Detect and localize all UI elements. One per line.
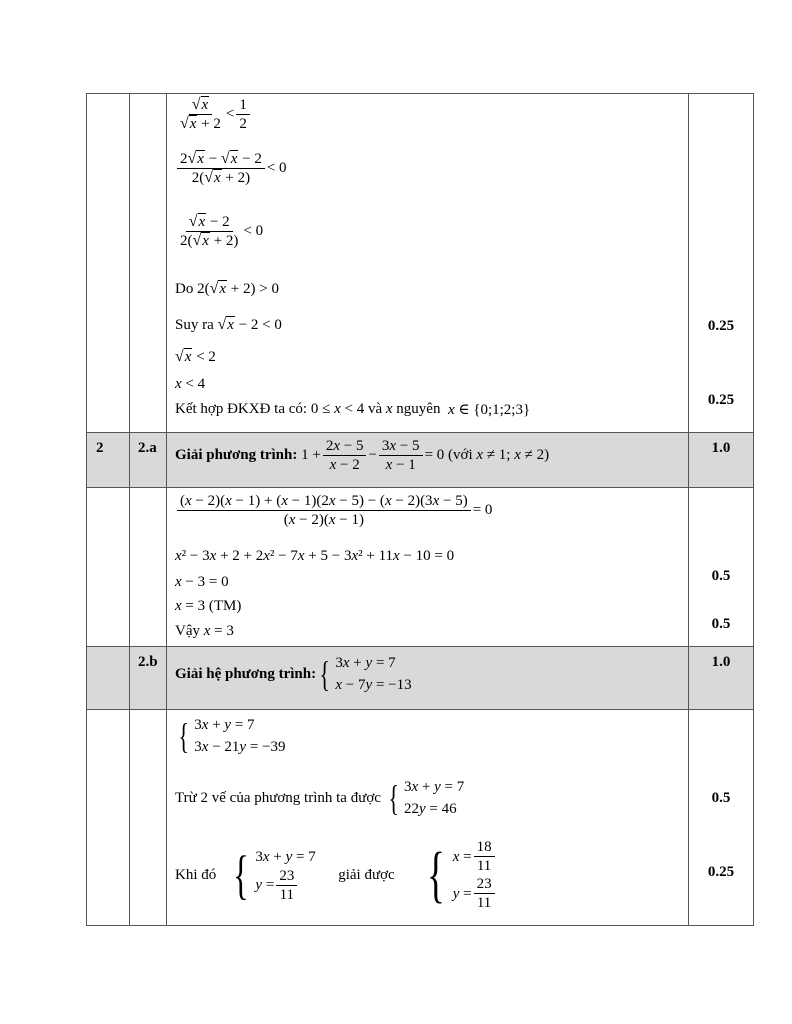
math-step: Vậy x = 3: [175, 623, 234, 639]
solution-cell: [167, 710, 689, 926]
question-title: Giải hệ phương trình:: [175, 665, 317, 682]
table-row: [87, 94, 754, 433]
math-step: $\frac{(x - 2)(x - 1) + (x - 1)(2x - 5) - (x - 2)(3x - 5)}{(x - 2)(x - 1)}$ = 0: [175, 492, 492, 529]
score-cell: 1.0: [689, 433, 754, 488]
score-cell: 0.25 0.25: [689, 94, 754, 433]
solution-cell: [167, 488, 689, 647]
math-step: Do 2( √ x + 2) > 0: [175, 280, 279, 297]
answer-table: [86, 93, 754, 926]
math-step: Kết hợp ĐKXĐ ta có: 0 ≤ x < 4 và x nguyên x ∈ {0;1;2;3}: [175, 401, 531, 418]
table-row: [87, 647, 754, 710]
question-cell: Giải phương trình: 1 + $\frac{2x - 5}{x - 2}$ − $\frac{3x - 5}{x - 1}$ = 0 (với x ≠ 1; x ≠ 2): [167, 433, 689, 488]
part-label: 2.a: [130, 433, 167, 488]
math-step: √ x − 2 2( √ x + 2) < 0: [180, 213, 264, 249]
question-number: 2: [87, 433, 130, 488]
question-title: Giải phương trình:: [175, 447, 298, 463]
math-step: x² − 3x + 2 + 2x² − 7x + 5 − 3x² + 11x − 10 = 0: [175, 548, 455, 564]
math-step: x < 4: [175, 376, 206, 392]
score-cell: 0.5 0.5: [689, 488, 754, 647]
table-row: [87, 488, 754, 647]
math-step: x − 3 = 0: [175, 574, 229, 590]
math-step: 2 √ x − √ x − 2 2( √ x + 2) < 0: [175, 150, 287, 187]
math-step: Khi đó { 3x + y = 7 y = $\frac{23}{11}$ giải được { x = $\frac{18}{11}$ y = $\frac{23}{11}$: [175, 838, 497, 912]
math-step: √ x < 2: [175, 348, 216, 365]
math-step: √ x √ x + 2 < $\frac{1}{2}$: [175, 96, 252, 133]
part-label: 2.b: [130, 647, 167, 710]
table-row: [87, 433, 754, 488]
math-step: Suy ra √ x − 2 < 0: [175, 316, 282, 333]
math-step: x = 3 (TM): [175, 598, 242, 614]
score-cell: 0.5 0.25: [689, 710, 754, 926]
math-step: { 3x + y = 7 3x − 21y = −39: [178, 716, 286, 756]
math-step: Trừ 2 vế của phương trình ta được { 3x + y = 7 22y = 46: [175, 778, 465, 818]
question-cell: Giải hệ phương trình: { 3x + y = 7 x − 7y = −13: [167, 647, 689, 710]
solution-cell: [167, 94, 689, 433]
table-row: [87, 710, 754, 926]
score-cell: 1.0: [689, 647, 754, 710]
